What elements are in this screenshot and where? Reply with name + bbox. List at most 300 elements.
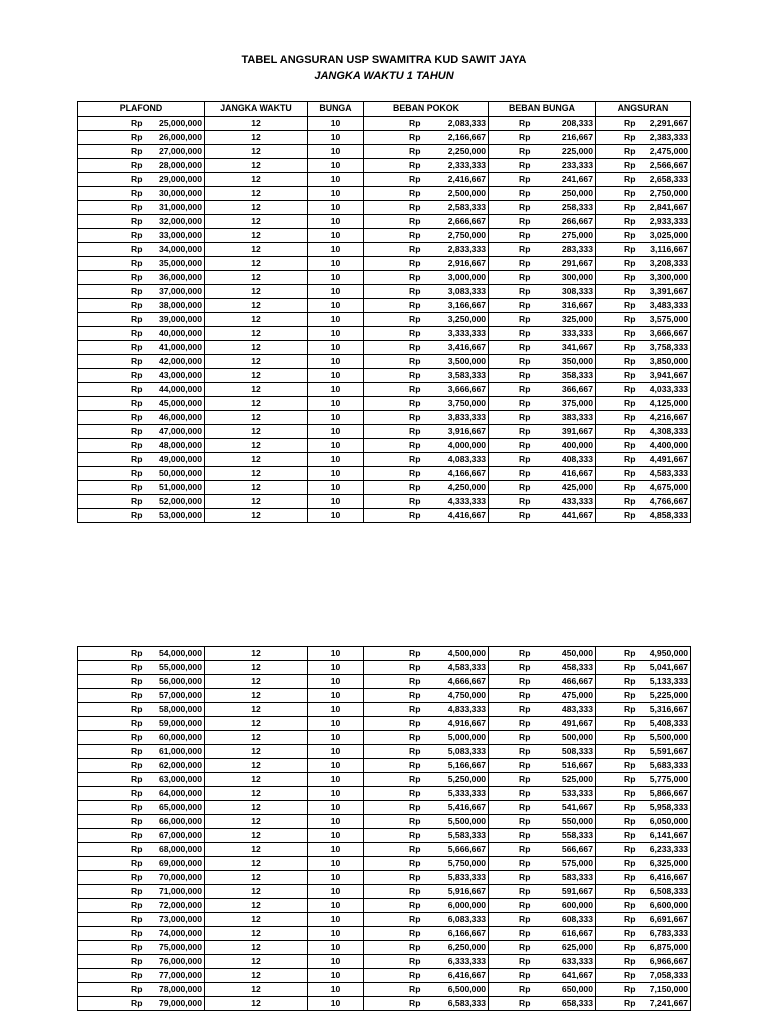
amount-value: 53,000,000 [158, 509, 202, 520]
beban-pokok-cell [364, 969, 489, 983]
jangka-waktu-cell: 12 [205, 368, 308, 382]
beban-pokok-cell [364, 312, 489, 326]
amount-value: 38,000,000 [158, 299, 202, 310]
currency-label: Rp [519, 998, 531, 1008]
beban-pokok-cell [364, 983, 489, 997]
amount-value: 6,583,333 [447, 998, 486, 1008]
jangka-waktu-cell: 12 [205, 969, 308, 983]
bunga-cell: 10 [308, 130, 364, 144]
currency-label: Rp [409, 131, 421, 142]
bunga-cell: 10 [308, 997, 364, 1011]
table-row [78, 885, 691, 899]
amount-value: 43,000,000 [158, 369, 202, 380]
amount-value: 6,691,667 [649, 914, 688, 924]
amount-value: 2,916,667 [447, 257, 486, 268]
amount-value: 250,000 [561, 187, 593, 198]
amount-value: 6,050,000 [649, 816, 688, 826]
currency-label: Rp [624, 830, 636, 840]
beban-bunga-cell [489, 857, 596, 871]
currency-label: Rp [409, 383, 421, 394]
currency-label: Rp [409, 774, 421, 784]
angsuran-cell [596, 186, 691, 200]
amount-value: 5,416,667 [447, 802, 486, 812]
header-beban-pokok: BEBAN POKOK [364, 102, 489, 117]
amount-value: 5,958,333 [649, 802, 688, 812]
plafond-cell [78, 270, 205, 284]
amount-value: 34,000,000 [158, 243, 202, 254]
bunga-cell: 10 [308, 927, 364, 941]
beban-pokok-cell [364, 144, 489, 158]
currency-label: Rp [519, 341, 531, 352]
plafond-cell [78, 130, 205, 144]
plafond-cell [78, 396, 205, 410]
bunga-cell: 10 [308, 158, 364, 172]
amount-value: 575,000 [561, 858, 593, 868]
amount-value: 29,000,000 [158, 173, 202, 184]
currency-label: Rp [519, 648, 531, 658]
angsuran-cell [596, 214, 691, 228]
angsuran-cell [596, 284, 691, 298]
beban-bunga-cell [489, 396, 596, 410]
amount-value: 550,000 [561, 816, 593, 826]
currency-label: Rp [409, 914, 421, 924]
plafond-cell [78, 997, 205, 1011]
amount-value: 4,833,333 [447, 704, 486, 714]
amount-value: 2,933,333 [649, 215, 688, 226]
beban-pokok-cell [364, 466, 489, 480]
amount-value: 5,583,333 [447, 830, 486, 840]
beban-pokok-cell [364, 941, 489, 955]
amount-value: 3,833,333 [447, 411, 486, 422]
jangka-waktu-cell: 12 [205, 242, 308, 256]
jangka-waktu-cell: 12 [205, 927, 308, 941]
beban-pokok-cell [364, 410, 489, 424]
amount-value: 2,291,667 [649, 117, 688, 128]
angsuran-cell [596, 955, 691, 969]
currency-label: Rp [519, 229, 531, 240]
amount-value: 600,000 [561, 900, 593, 910]
beban-pokok-cell [364, 396, 489, 410]
amount-value: 3,000,000 [447, 271, 486, 282]
currency-label: Rp [519, 145, 531, 156]
amount-value: 47,000,000 [158, 425, 202, 436]
currency-label: Rp [131, 984, 143, 994]
table-row [78, 186, 691, 200]
currency-label: Rp [409, 467, 421, 478]
amount-value: 4,216,667 [649, 411, 688, 422]
amount-value: 50,000,000 [158, 467, 202, 478]
currency-label: Rp [519, 872, 531, 882]
amount-value: 75,000,000 [158, 942, 202, 952]
table-row [78, 438, 691, 452]
jangka-waktu-cell: 12 [205, 941, 308, 955]
plafond-cell [78, 955, 205, 969]
plafond-cell [78, 745, 205, 759]
amount-value: 616,667 [561, 928, 593, 938]
amount-value: 31,000,000 [158, 201, 202, 212]
amount-value: 3,083,333 [447, 285, 486, 296]
amount-value: 216,667 [561, 131, 593, 142]
beban-pokok-cell [364, 815, 489, 829]
angsuran-cell [596, 717, 691, 731]
beban-bunga-cell [489, 801, 596, 815]
amount-value: 44,000,000 [158, 383, 202, 394]
bunga-cell: 10 [308, 340, 364, 354]
plafond-cell [78, 969, 205, 983]
currency-label: Rp [131, 117, 143, 128]
currency-label: Rp [131, 648, 143, 658]
amount-value: 52,000,000 [158, 495, 202, 506]
currency-label: Rp [409, 886, 421, 896]
currency-label: Rp [519, 215, 531, 226]
currency-label: Rp [519, 802, 531, 812]
amount-value: 78,000,000 [158, 984, 202, 994]
plafond-cell [78, 871, 205, 885]
beban-bunga-cell [489, 508, 596, 522]
plafond-cell [78, 312, 205, 326]
angsuran-cell [596, 983, 691, 997]
jangka-waktu-cell: 12 [205, 857, 308, 871]
plafond-cell [78, 759, 205, 773]
currency-label: Rp [409, 802, 421, 812]
beban-bunga-cell [489, 647, 596, 661]
currency-label: Rp [624, 495, 636, 506]
currency-label: Rp [624, 509, 636, 520]
jangka-waktu-cell: 12 [205, 759, 308, 773]
amount-value: 68,000,000 [158, 844, 202, 854]
amount-value: 6,783,333 [649, 928, 688, 938]
currency-label: Rp [519, 746, 531, 756]
table-row [78, 913, 691, 927]
jangka-waktu-cell: 12 [205, 955, 308, 969]
amount-value: 3,025,000 [649, 229, 688, 240]
bunga-cell: 10 [308, 661, 364, 675]
currency-label: Rp [131, 453, 143, 464]
plafond-cell [78, 731, 205, 745]
plafond-cell [78, 899, 205, 913]
amount-value: 266,667 [561, 215, 593, 226]
beban-bunga-cell [489, 270, 596, 284]
amount-value: 6,325,000 [649, 858, 688, 868]
currency-label: Rp [131, 313, 143, 324]
table-row [78, 731, 691, 745]
amount-value: 7,058,333 [649, 970, 688, 980]
currency-label: Rp [409, 257, 421, 268]
currency-label: Rp [131, 886, 143, 896]
amount-value: 5,041,667 [649, 662, 688, 672]
amount-value: 3,208,333 [649, 257, 688, 268]
table-row [78, 675, 691, 689]
beban-bunga-cell [489, 745, 596, 759]
currency-label: Rp [519, 159, 531, 170]
jangka-waktu-cell: 12 [205, 312, 308, 326]
document-subtitle: JANGKA WAKTU 1 TAHUN [314, 70, 454, 82]
installment-table-1 [77, 101, 691, 523]
angsuran-cell [596, 787, 691, 801]
bunga-cell: 10 [308, 214, 364, 228]
table-row [78, 829, 691, 843]
angsuran-cell [596, 899, 691, 913]
currency-label: Rp [409, 313, 421, 324]
amount-value: 400,000 [561, 439, 593, 450]
amount-value: 283,333 [561, 243, 593, 254]
amount-value: 39,000,000 [158, 313, 202, 324]
currency-label: Rp [131, 467, 143, 478]
beban-bunga-cell [489, 787, 596, 801]
currency-label: Rp [519, 369, 531, 380]
amount-value: 5,866,667 [649, 788, 688, 798]
currency-label: Rp [131, 145, 143, 156]
amount-value: 3,500,000 [447, 355, 486, 366]
currency-label: Rp [409, 145, 421, 156]
amount-value: 5,250,000 [447, 774, 486, 784]
beban-pokok-cell [364, 703, 489, 717]
beban-bunga-cell [489, 284, 596, 298]
jangka-waktu-cell: 12 [205, 116, 308, 130]
plafond-cell [78, 326, 205, 340]
currency-label: Rp [624, 732, 636, 742]
currency-label: Rp [131, 397, 143, 408]
amount-value: 76,000,000 [158, 956, 202, 966]
angsuran-cell [596, 801, 691, 815]
currency-label: Rp [519, 844, 531, 854]
amount-value: 608,333 [561, 914, 593, 924]
plafond-cell [78, 773, 205, 787]
currency-label: Rp [131, 439, 143, 450]
angsuran-cell [596, 270, 691, 284]
jangka-waktu-cell: 12 [205, 396, 308, 410]
table-row [78, 689, 691, 703]
amount-value: 5,316,667 [649, 704, 688, 714]
amount-value: 300,000 [561, 271, 593, 282]
angsuran-cell [596, 829, 691, 843]
amount-value: 7,241,667 [649, 998, 688, 1008]
beban-pokok-cell [364, 717, 489, 731]
jangka-waktu-cell: 12 [205, 158, 308, 172]
bunga-cell: 10 [308, 801, 364, 815]
angsuran-cell [596, 871, 691, 885]
amount-value: 4,033,333 [649, 383, 688, 394]
beban-pokok-cell [364, 759, 489, 773]
amount-value: 74,000,000 [158, 928, 202, 938]
beban-bunga-cell [489, 689, 596, 703]
currency-label: Rp [409, 704, 421, 714]
table-row [78, 647, 691, 661]
beban-bunga-cell [489, 326, 596, 340]
amount-value: 48,000,000 [158, 439, 202, 450]
jangka-waktu-cell: 12 [205, 480, 308, 494]
currency-label: Rp [131, 369, 143, 380]
amount-value: 2,658,333 [649, 173, 688, 184]
beban-bunga-cell [489, 955, 596, 969]
currency-label: Rp [409, 355, 421, 366]
currency-label: Rp [519, 117, 531, 128]
currency-label: Rp [131, 844, 143, 854]
currency-label: Rp [131, 383, 143, 394]
amount-value: 3,416,667 [447, 341, 486, 352]
bunga-cell: 10 [308, 270, 364, 284]
amount-value: 3,300,000 [649, 271, 688, 282]
table-row [78, 312, 691, 326]
beban-bunga-cell [489, 116, 596, 130]
amount-value: 70,000,000 [158, 872, 202, 882]
currency-label: Rp [409, 872, 421, 882]
angsuran-cell [596, 661, 691, 675]
amount-value: 65,000,000 [158, 802, 202, 812]
amount-value: 450,000 [561, 648, 593, 658]
angsuran-cell [596, 927, 691, 941]
currency-label: Rp [131, 271, 143, 282]
amount-value: 3,391,667 [649, 285, 688, 296]
currency-label: Rp [624, 956, 636, 966]
beban-pokok-cell [364, 242, 489, 256]
beban-pokok-cell [364, 689, 489, 703]
bunga-cell: 10 [308, 703, 364, 717]
bunga-cell: 10 [308, 983, 364, 997]
beban-bunga-cell [489, 382, 596, 396]
amount-value: 6,083,333 [447, 914, 486, 924]
currency-label: Rp [624, 145, 636, 156]
amount-value: 6,250,000 [447, 942, 486, 952]
angsuran-cell [596, 116, 691, 130]
currency-label: Rp [624, 131, 636, 142]
angsuran-cell [596, 172, 691, 186]
beban-pokok-cell [364, 452, 489, 466]
beban-pokok-cell [364, 508, 489, 522]
beban-bunga-cell [489, 214, 596, 228]
currency-label: Rp [624, 313, 636, 324]
table-row [78, 508, 691, 522]
currency-label: Rp [519, 718, 531, 728]
jangka-waktu-cell: 12 [205, 144, 308, 158]
beban-bunga-cell [489, 340, 596, 354]
amount-value: 375,000 [561, 397, 593, 408]
currency-label: Rp [409, 173, 421, 184]
amount-value: 4,125,000 [649, 397, 688, 408]
bunga-cell: 10 [308, 899, 364, 913]
bunga-cell: 10 [308, 410, 364, 424]
bunga-cell: 10 [308, 382, 364, 396]
amount-value: 3,916,667 [447, 425, 486, 436]
bunga-cell: 10 [308, 242, 364, 256]
angsuran-cell [596, 885, 691, 899]
amount-value: 60,000,000 [158, 732, 202, 742]
amount-value: 66,000,000 [158, 816, 202, 826]
currency-label: Rp [409, 453, 421, 464]
angsuran-cell [596, 382, 691, 396]
beban-bunga-cell [489, 480, 596, 494]
table-row [78, 228, 691, 242]
bunga-cell: 10 [308, 424, 364, 438]
amount-value: 4,500,000 [447, 648, 486, 658]
beban-pokok-cell [364, 186, 489, 200]
amount-value: 650,000 [561, 984, 593, 994]
angsuran-cell [596, 144, 691, 158]
table-row [78, 703, 691, 717]
jangka-waktu-cell: 12 [205, 200, 308, 214]
currency-label: Rp [131, 676, 143, 686]
jangka-waktu-cell: 12 [205, 130, 308, 144]
amount-value: 59,000,000 [158, 718, 202, 728]
table-row [78, 326, 691, 340]
table-row [78, 424, 691, 438]
angsuran-cell [596, 703, 691, 717]
currency-label: Rp [519, 313, 531, 324]
amount-value: 5,500,000 [447, 816, 486, 826]
beban-pokok-cell [364, 480, 489, 494]
amount-value: 67,000,000 [158, 830, 202, 840]
currency-label: Rp [409, 425, 421, 436]
plafond-cell [78, 689, 205, 703]
amount-value: 32,000,000 [158, 215, 202, 226]
amount-value: 2,500,000 [447, 187, 486, 198]
beban-pokok-cell [364, 382, 489, 396]
amount-value: 62,000,000 [158, 760, 202, 770]
beban-pokok-cell [364, 913, 489, 927]
header-bunga: BUNGA [308, 102, 364, 117]
angsuran-cell [596, 326, 691, 340]
beban-bunga-cell [489, 298, 596, 312]
jangka-waktu-cell: 12 [205, 983, 308, 997]
amount-value: 46,000,000 [158, 411, 202, 422]
amount-value: 69,000,000 [158, 858, 202, 868]
currency-label: Rp [131, 900, 143, 910]
currency-label: Rp [409, 509, 421, 520]
bunga-cell: 10 [308, 787, 364, 801]
angsuran-cell [596, 354, 691, 368]
angsuran-cell [596, 494, 691, 508]
bunga-cell: 10 [308, 969, 364, 983]
jangka-waktu-cell: 12 [205, 843, 308, 857]
table-row [78, 969, 691, 983]
angsuran-cell [596, 815, 691, 829]
header-beban-bunga: BEBAN BUNGA [489, 102, 596, 117]
currency-label: Rp [409, 229, 421, 240]
currency-label: Rp [131, 481, 143, 492]
table-row [78, 941, 691, 955]
amount-value: 61,000,000 [158, 746, 202, 756]
amount-value: 458,333 [561, 662, 593, 672]
plafond-cell [78, 200, 205, 214]
beban-bunga-cell [489, 242, 596, 256]
angsuran-cell [596, 438, 691, 452]
table-row [78, 284, 691, 298]
currency-label: Rp [409, 858, 421, 868]
currency-label: Rp [409, 900, 421, 910]
currency-label: Rp [409, 187, 421, 198]
beban-bunga-cell [489, 256, 596, 270]
document-title: TABEL ANGSURAN USP SWAMITRA KUD SAWIT JAYA [241, 54, 527, 66]
currency-label: Rp [131, 495, 143, 506]
amount-value: 4,950,000 [649, 648, 688, 658]
angsuran-cell [596, 368, 691, 382]
currency-label: Rp [409, 662, 421, 672]
amount-value: 5,333,333 [447, 788, 486, 798]
beban-pokok-cell [364, 843, 489, 857]
currency-label: Rp [519, 495, 531, 506]
amount-value: 4,000,000 [447, 439, 486, 450]
currency-label: Rp [519, 509, 531, 520]
amount-value: 3,583,333 [447, 369, 486, 380]
amount-value: 6,416,667 [649, 872, 688, 882]
bunga-cell: 10 [308, 731, 364, 745]
currency-label: Rp [131, 732, 143, 742]
currency-label: Rp [624, 327, 636, 338]
beban-bunga-cell [489, 913, 596, 927]
installment-table-2 [77, 646, 691, 1011]
beban-bunga-cell [489, 130, 596, 144]
table-header-row [78, 102, 691, 117]
